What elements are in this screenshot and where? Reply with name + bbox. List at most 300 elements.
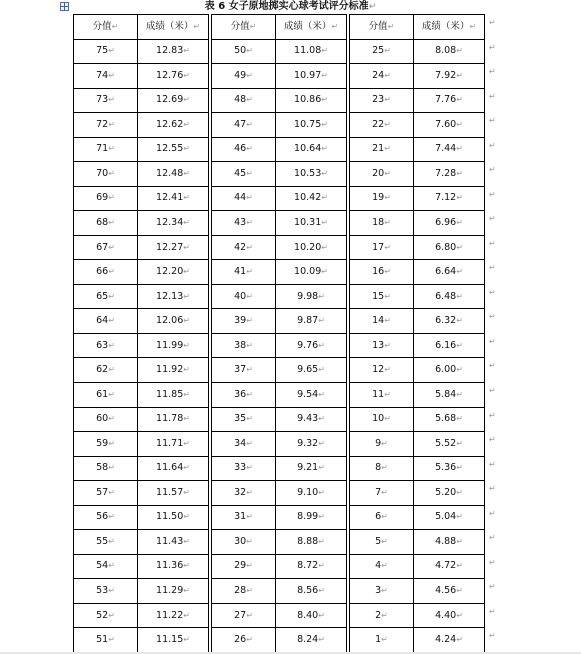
- result-cell[interactable]: [276, 603, 347, 628]
- cell-end-mark: ↵: [183, 512, 190, 522]
- row-end-mark: ↵: [489, 18, 496, 27]
- result-cell[interactable]: [138, 358, 209, 383]
- score-cell-text: 17: [372, 241, 385, 253]
- header-score[interactable]: [74, 15, 138, 40]
- score-cell-text: 62: [96, 364, 109, 376]
- score-cell[interactable]: [74, 358, 138, 383]
- score-cell[interactable]: [212, 39, 276, 64]
- cell-end-mark: ↵: [381, 536, 388, 546]
- score-cell[interactable]: [350, 260, 414, 285]
- row-end-mark: ↵: [489, 435, 496, 445]
- score-cell[interactable]: [212, 382, 276, 407]
- score-cell-text: 66: [96, 266, 109, 278]
- result-cell[interactable]: [414, 186, 485, 211]
- score-cell[interactable]: [74, 505, 138, 530]
- row-end-mark: ↵: [489, 606, 496, 616]
- result-cell[interactable]: [276, 407, 347, 432]
- result-cell[interactable]: [138, 382, 209, 407]
- result-cell-text: 6.80: [435, 241, 457, 253]
- table-row: [74, 407, 485, 432]
- cell-end-mark: ↵: [318, 438, 325, 448]
- score-cell[interactable]: [350, 579, 414, 604]
- score-cell[interactable]: [74, 382, 138, 407]
- result-cell[interactable]: [414, 260, 485, 285]
- score-cell-text: 13: [372, 339, 385, 351]
- result-cell[interactable]: [276, 530, 347, 555]
- result-cell[interactable]: [414, 211, 485, 236]
- result-cell[interactable]: [276, 554, 347, 579]
- result-cell-text: 9.10: [297, 486, 319, 498]
- score-cell[interactable]: [350, 113, 414, 138]
- result-cell[interactable]: [138, 309, 209, 334]
- row-end-mark: ↵: [489, 214, 496, 224]
- cell-end-mark: ↵: [246, 193, 253, 203]
- cell-end-mark: ↵: [318, 414, 325, 424]
- scoring-table: [73, 14, 485, 653]
- result-cell[interactable]: [276, 432, 347, 457]
- score-cell[interactable]: [212, 137, 276, 162]
- result-cell[interactable]: [138, 530, 209, 555]
- table-row: [74, 39, 485, 64]
- score-cell[interactable]: [74, 432, 138, 457]
- cell-end-mark: ↵: [321, 46, 328, 56]
- result-cell[interactable]: [276, 456, 347, 481]
- result-cell[interactable]: [276, 333, 347, 358]
- score-cell-text: 56: [96, 511, 109, 523]
- result-cell-text: 11.43: [156, 535, 184, 547]
- result-cell[interactable]: [138, 39, 209, 64]
- score-cell[interactable]: [350, 235, 414, 260]
- cell-end-mark: ↵: [246, 119, 253, 129]
- result-cell-text: 8.40: [297, 609, 319, 621]
- score-cell[interactable]: [74, 579, 138, 604]
- result-cell[interactable]: [138, 407, 209, 432]
- score-cell-text: 51: [96, 634, 109, 646]
- cell-end-mark: ↵: [108, 193, 115, 203]
- cell-end-mark: ↵: [108, 168, 115, 178]
- result-cell[interactable]: [276, 579, 347, 604]
- cell-end-mark: ↵: [318, 536, 325, 546]
- result-cell[interactable]: [414, 333, 485, 358]
- score-cell[interactable]: [74, 260, 138, 285]
- result-cell-text: 9.32: [297, 437, 319, 449]
- score-cell-text: 21: [372, 143, 385, 155]
- cell-end-mark: ↵: [246, 487, 253, 497]
- cell-end-mark: ↵: [384, 291, 391, 301]
- score-cell-text: 47: [234, 118, 247, 130]
- result-cell[interactable]: [414, 358, 485, 383]
- header-result-text: 成绩（米）: [421, 20, 470, 32]
- score-cell[interactable]: [74, 309, 138, 334]
- cell-end-mark: ↵: [108, 365, 115, 375]
- result-cell[interactable]: [276, 39, 347, 64]
- score-cell[interactable]: [212, 333, 276, 358]
- cell-end-mark: ↵: [183, 487, 190, 497]
- result-cell-text: 12.13: [156, 290, 184, 302]
- score-cell[interactable]: [74, 211, 138, 236]
- cell-end-mark: ↵: [456, 610, 463, 620]
- header-score[interactable]: [350, 15, 414, 40]
- score-cell-text: 73: [96, 94, 109, 106]
- result-cell[interactable]: [414, 628, 485, 653]
- header-result[interactable]: [276, 15, 347, 40]
- row-end-mark: ↵: [489, 361, 496, 371]
- table-title: 表 6 女子原地掷实心球考试评分标准: [204, 1, 369, 12]
- cell-end-mark: ↵: [384, 414, 391, 424]
- result-cell-text: 8.56: [297, 584, 319, 596]
- result-cell-text: 9.21: [297, 462, 319, 474]
- cell-end-mark: ↵: [183, 218, 190, 228]
- cell-end-mark: ↵: [111, 21, 119, 31]
- result-cell[interactable]: [138, 579, 209, 604]
- result-cell-text: 12.27: [156, 241, 184, 253]
- score-cell[interactable]: [212, 309, 276, 334]
- score-cell-text: 16: [372, 266, 385, 278]
- cell-end-mark: ↵: [246, 340, 253, 350]
- result-cell[interactable]: [138, 432, 209, 457]
- result-cell-text: 12.34: [156, 217, 184, 229]
- result-cell[interactable]: [138, 186, 209, 211]
- result-cell-text: 8.88: [297, 535, 319, 547]
- cell-end-mark: ↵: [384, 218, 391, 228]
- row-end-mark: ↵: [489, 410, 496, 420]
- score-cell[interactable]: [74, 64, 138, 89]
- result-cell[interactable]: [138, 211, 209, 236]
- result-cell[interactable]: [276, 235, 347, 260]
- result-cell[interactable]: [414, 284, 485, 309]
- score-cell[interactable]: [350, 358, 414, 383]
- cell-end-mark: ↵: [183, 635, 190, 645]
- score-cell[interactable]: [350, 39, 414, 64]
- result-cell[interactable]: [276, 628, 347, 653]
- result-cell-text: 4.40: [435, 609, 457, 621]
- result-cell[interactable]: [414, 64, 485, 89]
- result-cell-text: 6.96: [435, 217, 457, 229]
- result-cell-text: 6.32: [435, 315, 457, 327]
- score-cell[interactable]: [74, 137, 138, 162]
- score-cell[interactable]: [74, 530, 138, 555]
- result-cell[interactable]: [414, 113, 485, 138]
- score-cell-text: 53: [96, 584, 109, 596]
- result-cell[interactable]: [414, 579, 485, 604]
- cell-end-mark: ↵: [321, 144, 328, 154]
- result-cell[interactable]: [276, 88, 347, 113]
- score-cell[interactable]: [350, 309, 414, 334]
- score-cell[interactable]: [212, 284, 276, 309]
- score-cell[interactable]: [74, 113, 138, 138]
- row-end-mark: ↵: [489, 238, 496, 248]
- score-cell[interactable]: [350, 481, 414, 506]
- cell-end-mark: ↵: [456, 267, 463, 277]
- result-cell-text: 12.48: [156, 167, 184, 179]
- score-cell[interactable]: [350, 628, 414, 653]
- score-cell[interactable]: [74, 603, 138, 628]
- cell-end-mark: ↵: [183, 267, 190, 277]
- result-cell[interactable]: [138, 162, 209, 187]
- result-cell[interactable]: [276, 481, 347, 506]
- result-cell[interactable]: [138, 628, 209, 653]
- result-cell-text: 5.04: [435, 511, 457, 523]
- result-cell[interactable]: [276, 64, 347, 89]
- score-cell[interactable]: [74, 554, 138, 579]
- result-cell[interactable]: [276, 211, 347, 236]
- row-end-mark: ↵: [489, 116, 496, 126]
- score-cell-text: 18: [372, 217, 385, 229]
- header-result-text: 成绩（米）: [145, 20, 194, 32]
- cell-end-mark: ↵: [318, 487, 325, 497]
- result-cell[interactable]: [138, 603, 209, 628]
- result-cell-text: 5.84: [435, 388, 457, 400]
- result-cell[interactable]: [138, 505, 209, 530]
- result-cell[interactable]: [276, 137, 347, 162]
- score-cell[interactable]: [212, 260, 276, 285]
- score-cell[interactable]: [74, 88, 138, 113]
- cell-end-mark: ↵: [246, 536, 253, 546]
- score-cell[interactable]: [74, 407, 138, 432]
- table-row: [74, 358, 485, 383]
- row-end-mark: ↵: [489, 312, 496, 322]
- cell-end-mark: ↵: [108, 144, 115, 154]
- score-cell-text: 37: [234, 364, 247, 376]
- result-cell[interactable]: [276, 186, 347, 211]
- score-cell[interactable]: [74, 235, 138, 260]
- result-cell[interactable]: [276, 505, 347, 530]
- score-cell-text: 71: [96, 143, 109, 155]
- score-cell-text: 39: [234, 315, 247, 327]
- score-cell[interactable]: [350, 432, 414, 457]
- result-cell-text: 8.99: [297, 511, 319, 523]
- score-cell[interactable]: [212, 113, 276, 138]
- result-cell[interactable]: [414, 39, 485, 64]
- result-cell[interactable]: [276, 358, 347, 383]
- cell-end-mark: ↵: [384, 340, 391, 350]
- row-end-mark: ↵: [489, 42, 496, 52]
- table-row: [74, 235, 485, 260]
- score-cell-text: 40: [234, 290, 247, 302]
- result-cell[interactable]: [414, 432, 485, 457]
- score-cell[interactable]: [212, 186, 276, 211]
- score-cell-text: 42: [234, 241, 247, 253]
- score-cell[interactable]: [212, 530, 276, 555]
- score-cell[interactable]: [350, 284, 414, 309]
- score-cell[interactable]: [74, 162, 138, 187]
- score-cell[interactable]: [74, 628, 138, 653]
- cell-end-mark: ↵: [318, 389, 325, 399]
- score-cell-text: 41: [234, 266, 247, 278]
- score-cell[interactable]: [350, 554, 414, 579]
- score-cell[interactable]: [350, 382, 414, 407]
- score-cell[interactable]: [350, 456, 414, 481]
- result-cell[interactable]: [414, 137, 485, 162]
- result-cell-text: 11.29: [156, 584, 184, 596]
- result-cell[interactable]: [138, 235, 209, 260]
- table-row: [74, 382, 485, 407]
- score-cell-text: 52: [96, 609, 109, 621]
- score-cell-text: 61: [96, 388, 109, 400]
- result-cell[interactable]: [138, 260, 209, 285]
- score-cell[interactable]: [212, 358, 276, 383]
- score-cell[interactable]: [212, 505, 276, 530]
- cell-end-mark: ↵: [456, 291, 463, 301]
- result-cell[interactable]: [414, 407, 485, 432]
- cell-end-mark: ↵: [108, 218, 115, 228]
- result-cell-text: 8.72: [297, 560, 319, 572]
- table-row: [74, 162, 485, 187]
- result-cell[interactable]: [414, 162, 485, 187]
- result-cell[interactable]: [414, 456, 485, 481]
- cell-end-mark: ↵: [469, 21, 477, 31]
- score-cell[interactable]: [350, 505, 414, 530]
- result-cell[interactable]: [276, 309, 347, 334]
- score-cell-text: 63: [96, 339, 109, 351]
- cell-end-mark: ↵: [384, 242, 391, 252]
- score-cell[interactable]: [74, 39, 138, 64]
- score-cell[interactable]: [350, 186, 414, 211]
- result-cell[interactable]: [414, 235, 485, 260]
- cell-end-mark: ↵: [183, 585, 190, 595]
- result-cell[interactable]: [138, 333, 209, 358]
- score-cell[interactable]: [350, 211, 414, 236]
- score-cell[interactable]: [212, 88, 276, 113]
- cell-end-mark: ↵: [108, 95, 115, 105]
- score-cell[interactable]: [212, 628, 276, 653]
- result-cell[interactable]: [414, 88, 485, 113]
- result-cell[interactable]: [276, 260, 347, 285]
- cell-end-mark: ↵: [108, 635, 115, 645]
- result-cell[interactable]: [276, 284, 347, 309]
- result-cell[interactable]: [138, 137, 209, 162]
- cell-end-mark: ↵: [183, 389, 190, 399]
- score-cell-text: 30: [234, 535, 247, 547]
- cell-end-mark: ↵: [108, 463, 115, 473]
- cell-end-mark: ↵: [183, 168, 190, 178]
- result-cell-text: 12.41: [156, 192, 184, 204]
- cell-end-mark: ↵: [456, 561, 463, 571]
- score-cell[interactable]: [350, 530, 414, 555]
- result-cell[interactable]: [414, 530, 485, 555]
- result-cell[interactable]: [276, 162, 347, 187]
- result-cell[interactable]: [414, 382, 485, 407]
- result-cell-text: 12.62: [156, 118, 184, 130]
- cell-end-mark: ↵: [108, 267, 115, 277]
- score-cell-text: 32: [234, 486, 247, 498]
- result-cell-text: 8.08: [435, 45, 457, 57]
- score-cell-text: 25: [372, 45, 385, 57]
- score-cell[interactable]: [212, 554, 276, 579]
- score-cell[interactable]: [212, 432, 276, 457]
- score-cell[interactable]: [350, 88, 414, 113]
- cell-end-mark: ↵: [456, 218, 463, 228]
- header-result[interactable]: [414, 15, 485, 40]
- result-cell[interactable]: [138, 554, 209, 579]
- result-cell[interactable]: [138, 64, 209, 89]
- row-end-mark: ↵: [489, 263, 496, 273]
- cell-end-mark: ↵: [381, 610, 388, 620]
- score-cell[interactable]: [350, 407, 414, 432]
- result-cell-text: 9.98: [297, 290, 319, 302]
- cell-end-mark: ↵: [108, 561, 115, 571]
- row-end-mark: ↵: [489, 484, 496, 494]
- result-cell[interactable]: [414, 554, 485, 579]
- cell-end-mark: ↵: [456, 242, 463, 252]
- score-cell[interactable]: [350, 64, 414, 89]
- result-cell[interactable]: [138, 481, 209, 506]
- header-score[interactable]: [212, 15, 276, 40]
- cell-end-mark: ↵: [246, 438, 253, 448]
- result-cell-text: 4.24: [435, 634, 457, 646]
- score-cell[interactable]: [74, 186, 138, 211]
- score-cell-text: 58: [96, 462, 109, 474]
- score-cell-text: 15: [372, 290, 385, 302]
- row-end-marks: [489, 14, 496, 652]
- score-cell-text: 31: [234, 511, 247, 523]
- cell-end-mark: ↵: [246, 168, 253, 178]
- cell-end-mark: ↵: [456, 95, 463, 105]
- result-cell-text: 10.75: [294, 118, 322, 130]
- score-cell[interactable]: [212, 456, 276, 481]
- result-cell[interactable]: [414, 309, 485, 334]
- score-cell[interactable]: [74, 481, 138, 506]
- score-cell[interactable]: [350, 137, 414, 162]
- result-cell[interactable]: [276, 382, 347, 407]
- result-cell[interactable]: [138, 456, 209, 481]
- score-cell-text: 59: [96, 437, 109, 449]
- table-row: [74, 579, 485, 604]
- header-result[interactable]: [138, 15, 209, 40]
- table-body: [74, 39, 485, 652]
- score-cell[interactable]: [212, 64, 276, 89]
- score-cell[interactable]: [74, 284, 138, 309]
- score-cell-text: 69: [96, 192, 109, 204]
- score-cell[interactable]: [212, 579, 276, 604]
- score-cell[interactable]: [350, 333, 414, 358]
- result-cell[interactable]: [414, 603, 485, 628]
- cell-end-mark: ↵: [381, 487, 388, 497]
- cell-end-mark: ↵: [331, 21, 339, 31]
- score-cell[interactable]: [74, 333, 138, 358]
- score-cell[interactable]: [74, 456, 138, 481]
- result-cell[interactable]: [138, 113, 209, 138]
- result-cell-text: 11.50: [156, 511, 184, 523]
- result-cell-text: 12.20: [156, 266, 184, 278]
- cell-end-mark: ↵: [249, 21, 257, 31]
- score-cell[interactable]: [212, 162, 276, 187]
- score-cell[interactable]: [212, 481, 276, 506]
- result-cell[interactable]: [414, 481, 485, 506]
- cell-end-mark: ↵: [108, 389, 115, 399]
- cell-end-mark: ↵: [183, 610, 190, 620]
- result-cell[interactable]: [414, 505, 485, 530]
- score-cell[interactable]: [350, 162, 414, 187]
- score-cell[interactable]: [350, 603, 414, 628]
- cell-end-mark: ↵: [108, 512, 115, 522]
- score-cell-text: 38: [234, 339, 247, 351]
- score-cell-text: 1: [375, 634, 382, 646]
- result-cell[interactable]: [138, 284, 209, 309]
- cell-end-mark: ↵: [456, 414, 463, 424]
- score-cell[interactable]: [212, 603, 276, 628]
- cell-end-mark: ↵: [456, 487, 463, 497]
- score-cell[interactable]: [212, 211, 276, 236]
- result-cell[interactable]: [138, 88, 209, 113]
- row-end-mark: ↵: [489, 165, 496, 175]
- cell-end-mark: ↵: [384, 193, 391, 203]
- score-cell[interactable]: [212, 235, 276, 260]
- result-cell[interactable]: [276, 113, 347, 138]
- score-cell-text: 49: [234, 69, 247, 81]
- cell-end-mark: ↵: [321, 242, 328, 252]
- score-cell[interactable]: [212, 407, 276, 432]
